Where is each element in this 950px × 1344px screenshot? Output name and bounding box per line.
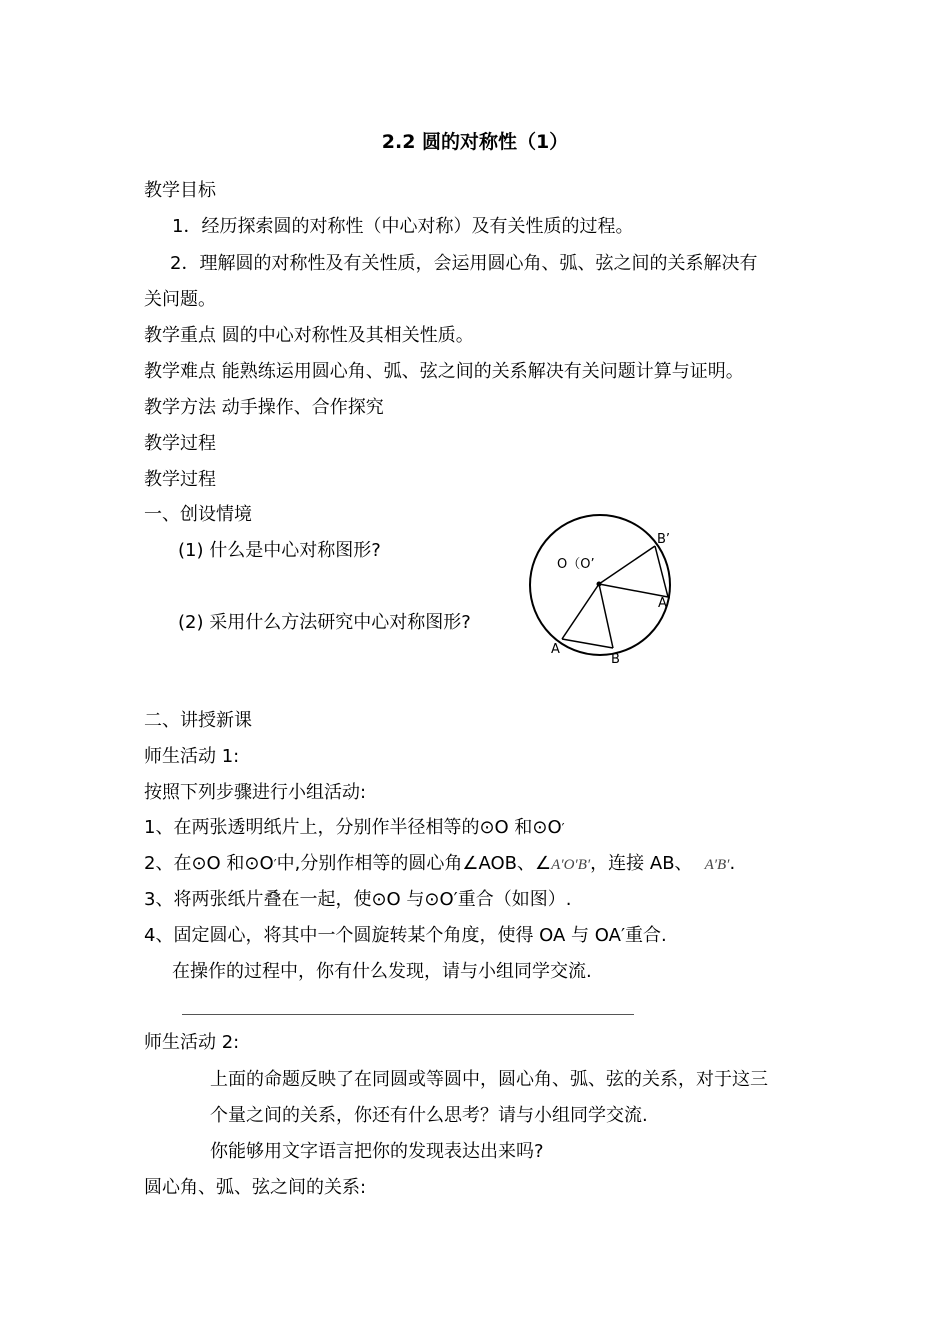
radius-oa — [562, 584, 599, 639]
step-4: 4、固定圆心，将其中一个圆旋转某个角度，使得 OA 与 OA′重合. — [144, 925, 667, 946]
circle-rotation-figure — [520, 505, 680, 670]
paragraph-1-line1: 上面的命题反映了在同圆或等圆中，圆心角、弧、弦的关系，对于这三 — [210, 1069, 768, 1090]
step-2-angle: A′O′B′ — [551, 857, 591, 873]
chord-ab — [562, 639, 613, 648]
step-2-part-a: 2、在⊙O 和⊙O — [144, 853, 274, 874]
label-b: B — [611, 652, 620, 667]
radius-ob — [599, 584, 613, 648]
question-1: (1) 什么是中心对称图形? — [178, 540, 381, 561]
step-2-segment: A′B′ — [704, 857, 730, 873]
difficulty: 教学难点 能熟练运用圆心角、弧、弦之间的关系解决有关问题计算与证明。 — [144, 361, 744, 382]
step-4-prompt: 在操作的过程中，你有什么发现，请与小组同学交流. — [172, 961, 592, 982]
label-a-prime: A’ — [658, 596, 672, 611]
process-heading-2: 教学过程 — [144, 469, 216, 490]
page-title: 2.2 圆的对称性（1） — [381, 131, 569, 153]
paragraph-2: 你能够用文字语言把你的发现表达出来吗? — [210, 1141, 544, 1162]
question-2: (2) 采用什么方法研究中心对称图形? — [178, 612, 471, 633]
step-1 — [144, 816, 565, 842]
step-2-prime: ′ — [273, 858, 277, 873]
relation-heading: 圆心角、弧、弦之间的关系: — [144, 1177, 367, 1198]
step-1-prime: ′ — [561, 822, 565, 837]
step-2-part-d: ，连接 AB、 — [590, 853, 693, 874]
step-2-part-e: . — [729, 853, 736, 874]
label-center: O（O’ — [557, 557, 595, 572]
objective-1: 1．经历探索圆的对称性（中心对称）及有关性质的过程。 — [172, 216, 634, 237]
radius-ob-prime — [599, 546, 655, 584]
label-a: A — [551, 642, 560, 657]
label-b-prime: B’ — [657, 532, 671, 547]
key-point: 教学重点 圆的中心对称性及其相关性质。 — [144, 325, 474, 346]
paragraph-1-line2: 个量之间的关系，你还有什么思考？请与小组同学交流. — [210, 1105, 648, 1126]
objectives-heading: 教学目标 — [144, 180, 216, 201]
section-2-heading: 二、讲授新课 — [144, 710, 252, 731]
step-3: 3、将两张纸片叠在一起，使⊙O 与⊙O′重合（如图）. — [144, 889, 572, 910]
step-2 — [144, 852, 735, 878]
activity-2-heading: 师生活动 2: — [144, 1032, 240, 1053]
teaching-method: 教学方法 动手操作、合作探究 — [144, 397, 384, 418]
process-heading-1: 教学过程 — [144, 433, 216, 454]
activity-1-heading: 师生活动 1: — [144, 746, 240, 767]
step-2-part-c: 中,分别作相等的圆心角∠AOB、∠ — [276, 853, 552, 874]
objective-2-line1: 2．理解圆的对称性及有关性质，会运用圆心角、弧、弦之间的关系解决有 — [170, 253, 758, 274]
answer-underline — [182, 1014, 634, 1015]
steps-intro: 按照下列步骤进行小组活动: — [144, 782, 367, 803]
objective-2-line2: 关问题。 — [144, 289, 216, 310]
center-point — [597, 582, 602, 587]
step-1-text: 1、在两张透明纸片上，分别作半径相等的⊙O 和⊙O — [144, 817, 562, 838]
section-1-heading: 一、创设情境 — [144, 504, 252, 525]
